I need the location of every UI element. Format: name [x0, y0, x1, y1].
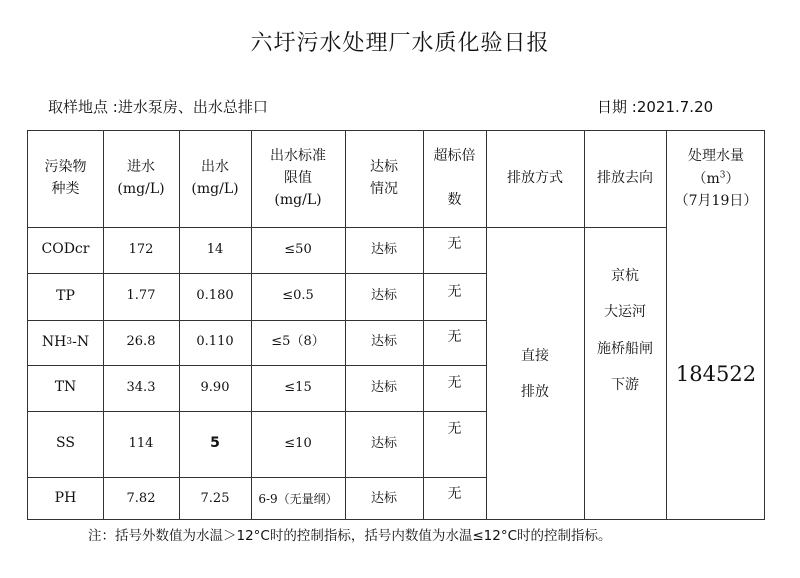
row-ss-exceed: 无: [447, 421, 462, 438]
header-pollutant: 污染物 种类: [44, 159, 87, 197]
row-tn-status: 达标: [370, 379, 397, 395]
row-nh3n-inflow: 26.8: [126, 334, 156, 350]
row-tp-name: TP: [56, 287, 75, 304]
header-treated-volume: [666, 131, 766, 227]
row-ph-name: PH: [54, 490, 77, 507]
row-ph-exceed: 无: [447, 486, 462, 503]
row-ph-status: 达标: [370, 490, 397, 506]
row-nh3n-limit: ≤5（8）: [271, 334, 325, 350]
row-nh3n-exceed: 无: [447, 329, 462, 346]
row-ph-limit: 6-9（无量纲）: [258, 491, 338, 506]
row-ss-limit: ≤10: [284, 435, 312, 451]
header-volume-date: （7月19日）: [674, 193, 758, 210]
sampling-point: 取样地点 :进水泵房、出水总排口: [48, 98, 268, 116]
row-tn-outflow: 9.90: [200, 379, 230, 395]
row-tp-status: 达标: [370, 288, 397, 304]
report-title: 六圩污水处理厂水质化验日报: [250, 31, 550, 56]
report-date: 日期 :2021.7.20: [597, 98, 714, 116]
header-limit: 出水标准 限值 (mg/L): [270, 148, 326, 208]
header-volume-unit: $(m^3)$: [692, 170, 740, 187]
row-codcr-exceed: 无: [447, 236, 462, 253]
row-ss-inflow: 114: [128, 435, 154, 451]
row-codcr-name: CODcr: [41, 241, 90, 258]
row-codcr-limit: ≤50: [284, 241, 312, 257]
row-codcr-inflow: 172: [128, 241, 154, 257]
treated-volume-value: 184522: [675, 361, 757, 386]
header-volume-label: 处理水量: [688, 148, 744, 165]
row-nh3n-status: 达标: [370, 334, 397, 350]
header-outflow: 出水 (mg/L): [191, 159, 239, 197]
row-ph-inflow: 7.82: [126, 490, 156, 506]
row-tp-limit: ≤0.5: [282, 288, 314, 304]
row-tp-inflow: 1.77: [126, 288, 156, 304]
discharge-destination-value: 京杭 大运河 施桥船闸 下游: [597, 268, 653, 394]
header-discharge-destination: 排放去向: [597, 170, 653, 187]
row-tn-limit: ≤15: [284, 379, 312, 395]
header-inflow: 进水 (mg/L): [117, 159, 165, 197]
footnote: 注：括号外数值为水温＞12°C时的控制指标，括号内数值为水温≤12°C时的控制指标。: [88, 528, 612, 544]
row-ss-status: 达标: [370, 435, 397, 451]
row-nh3n-name: NH 3 -N: [41, 333, 90, 350]
row-ss-outflow: 5: [210, 435, 220, 452]
header-exceed-multiple: 超标倍 数: [433, 148, 476, 208]
row-tn-name: TN: [54, 379, 77, 396]
water-quality-table: [27, 130, 765, 520]
row-ss-name: SS: [56, 435, 75, 452]
row-codcr-status: 达标: [370, 241, 397, 257]
row-ph-outflow: 7.25: [200, 490, 230, 506]
discharge-method-value: 直接 排放: [521, 347, 549, 401]
header-status: 达标 情况: [370, 159, 398, 197]
row-tn-exceed: 无: [447, 375, 462, 392]
row-tp-exceed: 无: [447, 284, 462, 301]
row-nh3n-outflow: 0.110: [196, 334, 234, 350]
header-discharge-method: 排放方式: [507, 170, 563, 187]
row-tn-inflow: 34.3: [126, 379, 156, 395]
row-codcr-outflow: 14: [206, 241, 224, 257]
row-tp-outflow: 0.180: [196, 288, 234, 304]
